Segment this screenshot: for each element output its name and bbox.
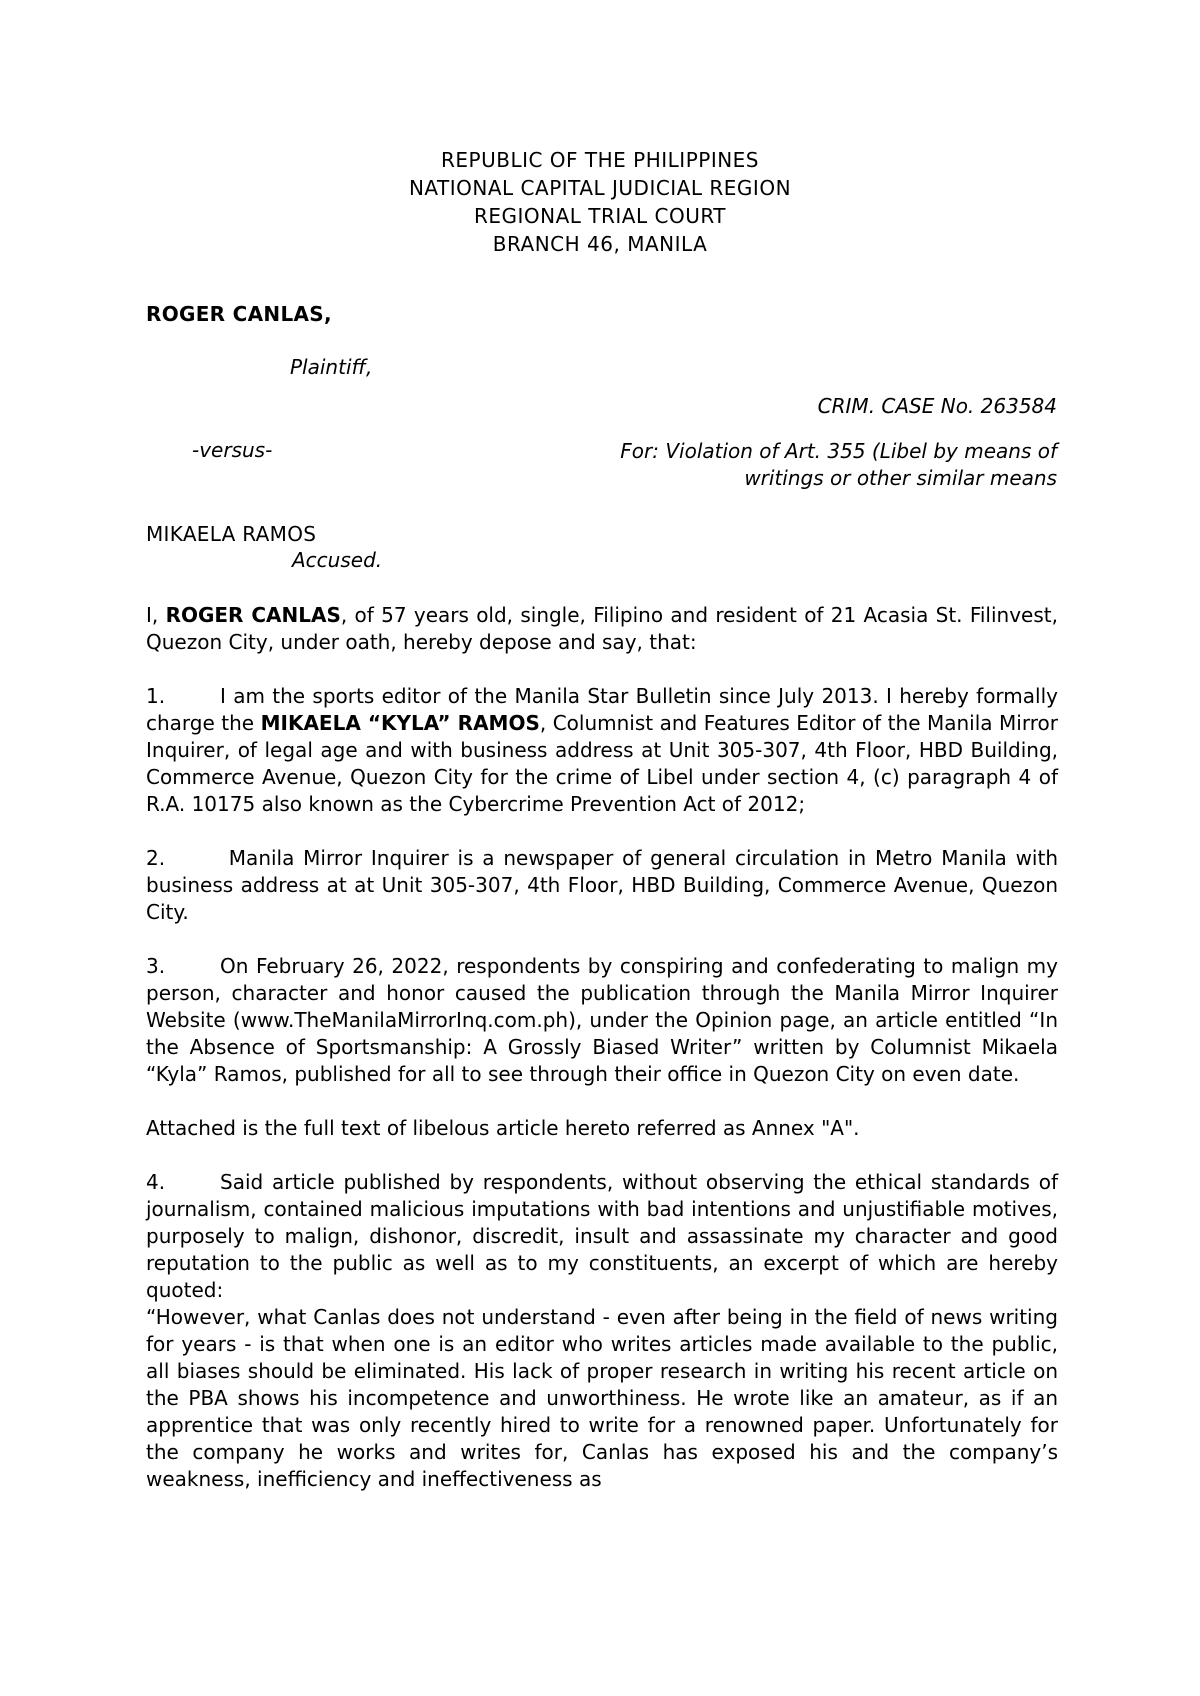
plaintiff-name: ROGER CANLAS,: [146, 302, 332, 326]
header-line-branch: BRANCH 46, MANILA: [492, 232, 708, 256]
paragraph-number: 2.: [146, 846, 166, 870]
header-line-region: NATIONAL CAPITAL JUDICIAL REGION: [408, 176, 792, 200]
header-line-republic: REPUBLIC OF THE PHILIPPINES: [440, 148, 760, 172]
paragraph-1: 1. I am the sports editor of the Manila Star Bulletin since July 2013. I hereby formally charge the MIKAELA “KYLA” RAMOS, Columnist and Features Editor of the Manila Mirror Inquirer, of legal age and with business address at Unit 305-307, 4th Floor, HBD Building, Commerce Avenue, Quezon City for the crime of Libel under section 4, (c) paragraph 4 of R.A. 10175 also known as the Cybercrime Prevention Act of 2012;: [146, 684, 1058, 816]
paragraph-4: 4. Said article published by respondents, without observing the ethical standards of journalism, contained malicious imputations with bad intentions and unjustifiable motives, purposely to malign, dishonor, discredit, insult and assassinate my character and good reputation to the public as well as to my constituents, an excerpt of which are hereby quoted:: [146, 1170, 1058, 1302]
versus-label: -versus-: [192, 438, 273, 462]
plaintiff-role: Plaintiff,: [290, 355, 373, 379]
case-number: CRIM. CASE No. 263584: [817, 394, 1057, 418]
paragraph-number: 3.: [146, 954, 166, 978]
respondent-name: MIKAELA “KYLA” RAMOS: [260, 711, 540, 735]
header-line-court: REGIONAL TRIAL COURT: [473, 204, 726, 228]
accused-role: Accused.: [292, 548, 383, 572]
intro-paragraph: I, ROGER CANLAS, of 57 years old, single, Filipino and resident of 21 Acasia St. Filinvest, Quezon City, under oath, hereby depose and say, that:: [146, 603, 1058, 654]
quoted-excerpt: “However, what Canlas does not understand - even after being in the field of news writing for years - is that when one is an editor who writes articles made available to the public, all biases should be eliminated. His lack of proper research in writing his recent article on the PBA shows his incompetence and unworthiness. He wrote like an amateur, as if an apprentice that was only recently hired to write for a renowned paper. Unfortunately for the company he works and writes for, Canlas has exposed his and the company’s weakness, inefficiency and ineffectiveness as: [146, 1305, 1058, 1491]
paragraph-2: 2. Manila Mirror Inquirer is a newspaper of general circulation in Metro Manila with business address at at Unit 305-307, 4th Floor, HBD Building, Commerce Avenue, Quezon City.: [146, 846, 1058, 924]
annex-note: Attached is the full text of libelous article hereto referred as Annex "A".: [146, 1116, 860, 1140]
court-header: [0, 146, 1200, 258]
paragraph-number: 1.: [146, 684, 166, 708]
affiant-name: ROGER CANLAS: [165, 603, 341, 627]
violation-line-2: writings or other similar means: [744, 466, 1057, 490]
accused-name: MIKAELA RAMOS: [146, 522, 317, 546]
violation-line-1: For: Violation of Art. 355 (Libel by means of: [620, 439, 1057, 463]
affidavit-body: [146, 602, 1058, 1493]
paragraph-3: 3. On February 26, 2022, respondents by conspiring and confederating to malign my person, character and honor caused the publication through the Manila Mirror Inquirer Website (www.TheManilaMirrorInq.com.ph), under the Opinion page, an article entitled “In the Absence of Sportsmanship: A Grossly Biased Writer” written by Columnist Mikaela “Kyla” Ramos, published for all to see through their office in Quezon City on even date.: [146, 954, 1058, 1086]
violation-description: [620, 438, 1057, 492]
paragraph-number: 4.: [146, 1170, 166, 1194]
